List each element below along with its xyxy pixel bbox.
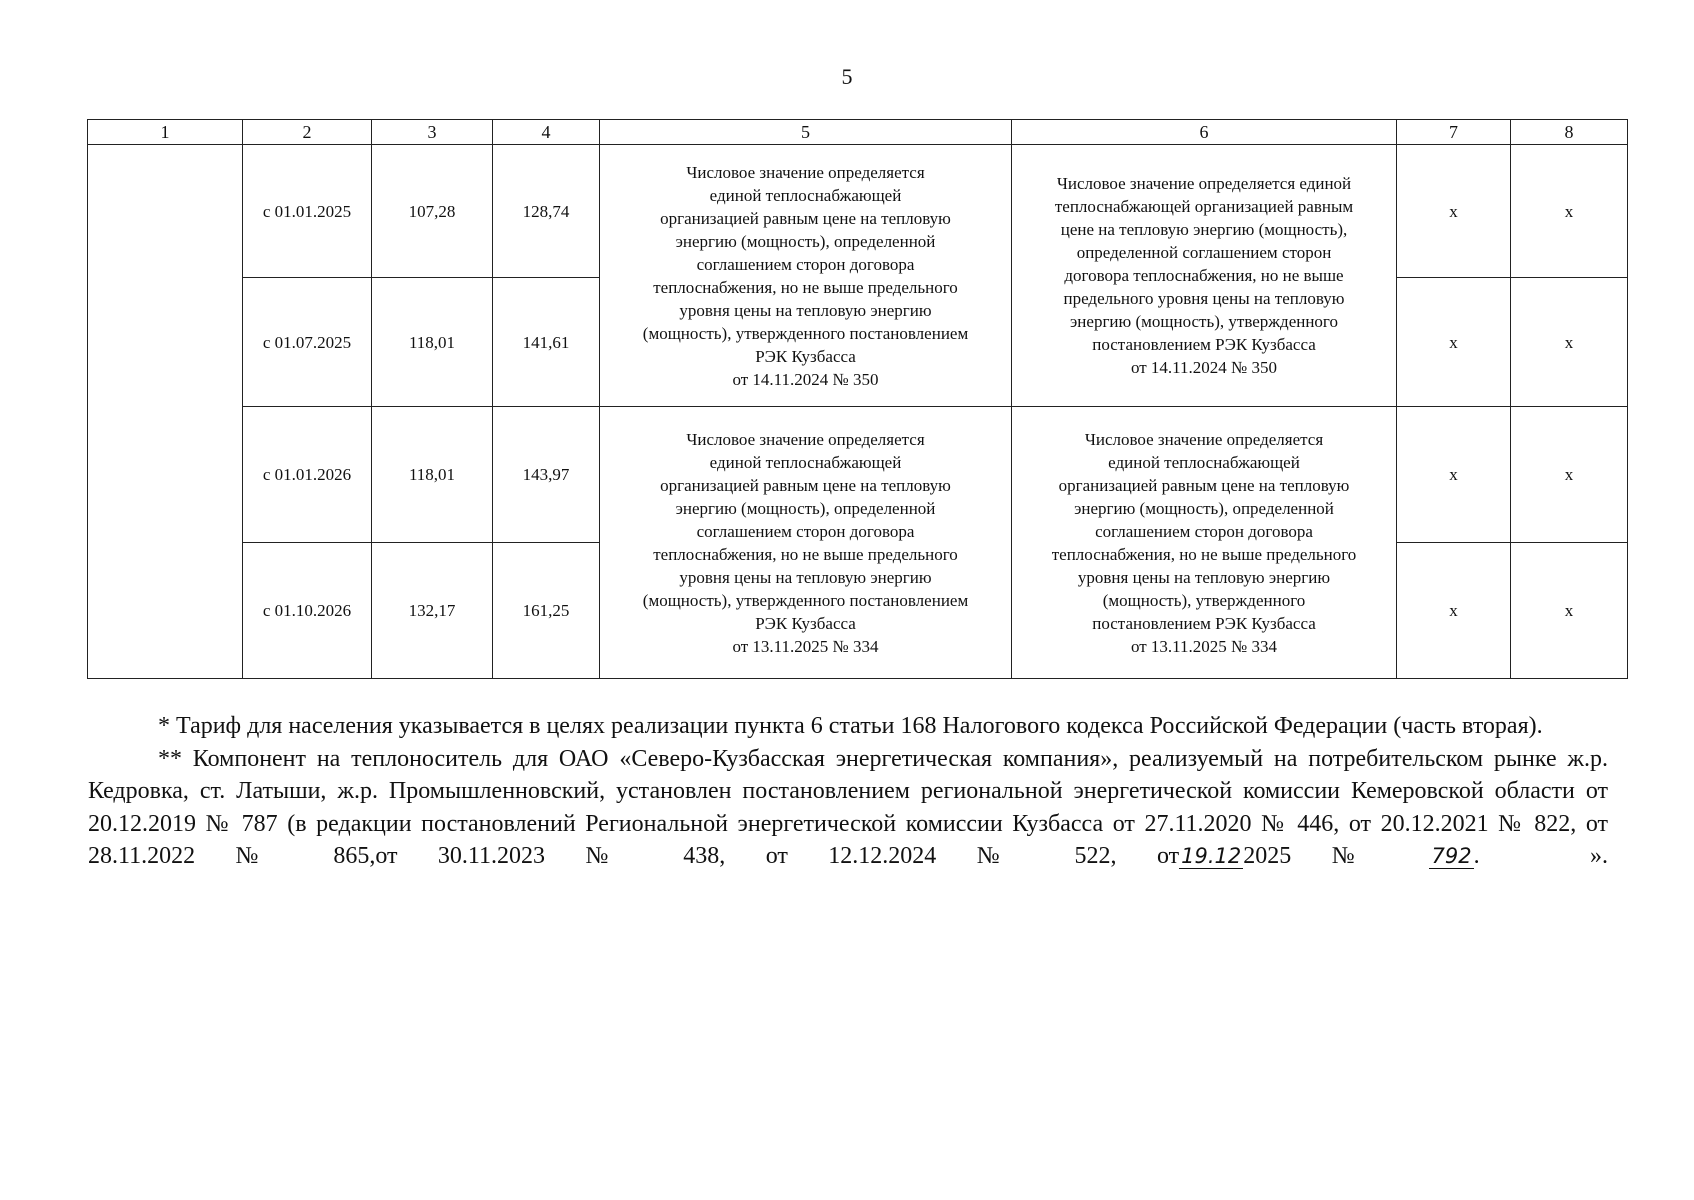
- desc-line: от 13.11.2025 № 334: [1130, 636, 1278, 656]
- value-cell: 128,74: [493, 145, 600, 278]
- desc-line: постановлением РЭК Кузбасса: [1092, 613, 1316, 633]
- footnote-2: [88, 743, 1608, 873]
- date-cell: с 01.07.2025: [243, 278, 372, 407]
- desc-line: теплоснабжения, но не выше предельного: [1051, 544, 1357, 564]
- header-cell: 2: [243, 120, 372, 145]
- desc-line: от 13.11.2025 № 334: [732, 636, 879, 656]
- footnotes: [88, 710, 1608, 873]
- x-cell: x: [1397, 543, 1511, 679]
- closing-quote: ».: [1590, 843, 1608, 869]
- desc-line: уровня цены на тепловую энергию: [679, 300, 932, 320]
- handwritten-date: 19.12: [1181, 844, 1242, 868]
- value-cell: 118,01: [372, 278, 493, 407]
- x-cell: x: [1511, 407, 1628, 543]
- header-cell: 5: [600, 120, 1012, 145]
- footnote-1: * Тариф для населения указывается в целях реализации пункта 6 статьи 168 Налогового кодекса Российской Федерации (часть вторая).: [158, 713, 1543, 739]
- x-cell: x: [1511, 145, 1628, 278]
- desc-line: энергию (мощность), утвержденного: [1070, 312, 1338, 331]
- desc-line: от 14.11.2024 № 350: [1130, 358, 1278, 377]
- desc-line: организацией равным цене на тепловую: [660, 208, 951, 228]
- desc-line: организацией равным цене на тепловую: [660, 475, 951, 495]
- desc-line: уровня цены на тепловую энергию: [679, 567, 932, 587]
- table-row: [88, 407, 1628, 543]
- x-cell: x: [1511, 543, 1628, 679]
- value-cell: 161,25: [493, 543, 600, 679]
- x-cell: x: [1397, 278, 1511, 407]
- date-cell: с 01.01.2025: [243, 145, 372, 278]
- desc-line: соглашением сторон договора: [696, 254, 915, 274]
- header-cell: 3: [372, 120, 493, 145]
- desc-line: от 14.11.2024 № 350: [732, 369, 879, 389]
- description-cell-2026-col5: [600, 407, 1012, 679]
- desc-line: РЭК Кузбасса: [755, 346, 856, 366]
- value-cell: 118,01: [372, 407, 493, 543]
- desc-line: определенной соглашением сторон: [1076, 243, 1332, 262]
- desc-line: Числовое значение определяется: [1084, 429, 1324, 449]
- header-cell: 7: [1397, 120, 1511, 145]
- date-cell: с 01.10.2026: [243, 543, 372, 679]
- desc-line: Числовое значение определяется: [686, 429, 925, 449]
- desc-line: (мощность), утвержденного: [1102, 590, 1306, 610]
- footnote-2-period: .: [1473, 843, 1480, 869]
- handwritten-number: 792: [1431, 844, 1472, 868]
- desc-line: теплоснабжения, но не выше предельного: [653, 277, 958, 297]
- value-cell: 141,61: [493, 278, 600, 407]
- value-cell: 132,17: [372, 543, 493, 679]
- tariff-table: [87, 119, 1628, 679]
- value-cell: 107,28: [372, 145, 493, 278]
- desc-line: единой теплоснабжающей: [709, 452, 902, 472]
- desc-line: Числовое значение определяется единой: [1056, 174, 1352, 193]
- desc-line: Числовое значение определяется: [686, 162, 925, 182]
- desc-line: теплоснабжающей организацией равным: [1054, 197, 1354, 216]
- x-cell: x: [1397, 407, 1511, 543]
- footnote-2-year: 2025 №: [1243, 843, 1390, 869]
- desc-line: договора теплоснабжения, но не выше: [1064, 266, 1344, 285]
- desc-line: единой теплоснабжающей: [1108, 452, 1300, 472]
- header-cell: 6: [1012, 120, 1397, 145]
- description-cell-2025-col6: [1012, 145, 1397, 407]
- desc-line: РЭК Кузбасса: [755, 613, 856, 633]
- footnote-2-text: ** Компонент на теплоноситель для ОАО «Северо-Кузбасская энергетическая компания», реализуемый на потребительском рынке ж.р. Кедровка, ст. Латыши, ж.р. Промышленновский, установлен постановлением региональной энергетической комиссии Кемеровской области от 20.12.2019 № 787 (в редакции постановлений Региональной энергетической комиссии Кузбасса от 27.11.2020 № 446, от 20.12.2021 № 822, от 28.11.2022 № 865,от 30.11.2023 № 438, от 12.12.2024 № 522, от: [88, 745, 1608, 869]
- desc-line: энергию (мощность), определенной: [1074, 498, 1334, 518]
- description-cell-2026-col6: [1012, 407, 1397, 679]
- desc-line: цене на тепловую энергию (мощность),: [1060, 220, 1348, 239]
- page-number: 5: [841, 64, 853, 89]
- header-cell: 4: [493, 120, 600, 145]
- desc-line: предельного уровня цены на тепловую: [1063, 289, 1345, 308]
- empty-cell: [88, 145, 243, 679]
- desc-line: единой теплоснабжающей: [709, 185, 902, 205]
- desc-line: теплоснабжения, но не выше предельного: [653, 544, 958, 564]
- desc-line: соглашением сторон договора: [696, 521, 915, 541]
- desc-line: постановлением РЭК Кузбасса: [1092, 335, 1316, 354]
- desc-line: соглашением сторон договора: [1095, 521, 1313, 541]
- desc-line: (мощность), утвержденного постановлением: [642, 323, 969, 343]
- table-header-row: [88, 120, 1628, 145]
- table-row: [88, 145, 1628, 278]
- x-cell: x: [1511, 278, 1628, 407]
- description-cell-2025-col5: [600, 145, 1012, 407]
- desc-line: организацией равным цене на тепловую: [1058, 475, 1350, 495]
- value-cell: 143,97: [493, 407, 600, 543]
- desc-line: (мощность), утвержденного постановлением: [642, 590, 969, 610]
- x-cell: x: [1397, 145, 1511, 278]
- desc-line: энергию (мощность), определенной: [675, 498, 936, 518]
- header-cell: 8: [1511, 120, 1628, 145]
- desc-line: энергию (мощность), определенной: [675, 231, 936, 251]
- header-cell: 1: [88, 120, 243, 145]
- date-cell: с 01.01.2026: [243, 407, 372, 543]
- desc-line: уровня цены на тепловую энергию: [1077, 567, 1331, 587]
